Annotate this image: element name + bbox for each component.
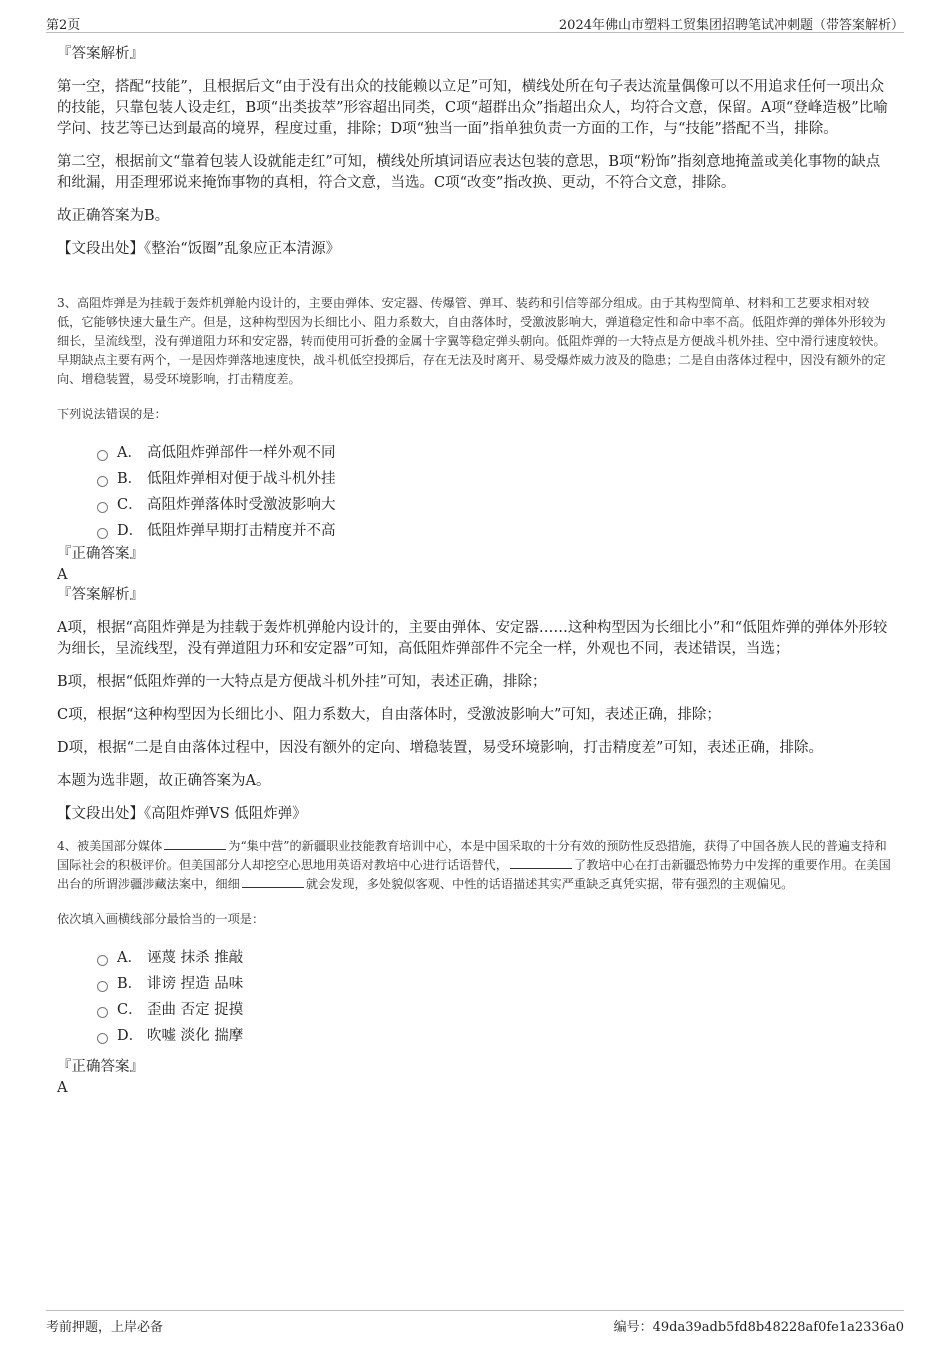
page-footer <box>46 1310 904 1333</box>
option-d[interactable] <box>97 518 893 544</box>
option-letter: C． <box>117 497 143 513</box>
analysis-conclusion: 故正确答案为B。 <box>57 208 170 224</box>
option-text: 诽谤 捏造 品味 <box>147 976 244 992</box>
passage-text: 就会发现，多处貌似客观、中性的话语描述其实严重缺乏真凭实据，带有强烈的主观偏见。 <box>305 877 794 891</box>
analysis-paragraph: 第二空，根据前文“靠着包装人设就能走红”可知，横线处所填词语应表达包装的意思，B项“粉饰”指刻意地掩盖或美化事物的缺点和纰漏，用歪理邪说来掩饰事物的真相，符合文意，当选。C项“改变”指改换、更动，不符合文意，排除。 <box>57 154 881 191</box>
analysis-paragraph: B项，根据“低阻炸弹的一大特点是方便战斗机外挂”可知，表述正确，排除； <box>57 674 547 690</box>
radio-icon[interactable] <box>97 1007 108 1018</box>
analysis-paragraph: 第一空，搭配“技能”，且根据后文“由于没有出众的技能赖以立足”可知，横线处所在句子表达流量偶像可以不用追求任何一项出众的技能，只靠包装人设走红，B项“出类拔萃”形容超出同类，C项“超群出众”指超出众人，均符合文意，保留。A项“登峰造极”比喻学问、技艺等已达到最高的境界，程度过重，排除；D项“独当一面”指单独负责一方面的工作，与“技能”搭配不当，排除。 <box>57 79 888 137</box>
analysis-paragraph: D项，根据“二是自由落体过程中，因没有额外的定向、增稳装置，易受环境影响，打击精度差”可知，表述正确，排除。 <box>57 740 823 756</box>
fill-blank <box>242 875 304 888</box>
document-title: 2024年佛山市塑料工贸集团招聘笔试冲刺题（带答案解析） <box>558 18 904 33</box>
option-text: 低阻炸弹相对便于战斗机外挂 <box>147 471 336 487</box>
correct-answer: A <box>57 1080 68 1096</box>
option-text: 低阻炸弹早期打击精度并不高 <box>147 523 336 539</box>
page-number: 第2页 <box>46 18 81 33</box>
fill-blank <box>510 856 572 869</box>
analysis-paragraph: A项，根据“高阻炸弹是为挂载于轰炸机弹舱内设计的，主要由弹体、安定器……这种构型因为长细比小”和“低阻炸弹的弹体外形较为细长，呈流线型，没有弹道阻力环和安定器”可知，高低阻炸弹部件不完全一样，外观也不同，表述错误，当选； <box>57 620 888 657</box>
option-text: 诬蔑 抹杀 推敲 <box>147 950 244 966</box>
analysis-conclusion: 本题为选非题，故正确答案为A。 <box>57 773 271 789</box>
question-passage <box>57 837 893 894</box>
analysis-paragraph: C项，根据“这种构型因为长细比小、阻力系数大，自由落体时，受激波影响大”可知，表述正确，排除； <box>57 707 721 723</box>
analysis-label: 『答案解析』 <box>57 587 144 603</box>
analysis-label: 『答案解析』 <box>57 46 144 62</box>
radio-icon[interactable] <box>97 955 108 966</box>
option-letter: A． <box>117 445 142 461</box>
option-d[interactable] <box>97 1023 893 1049</box>
option-letter: D． <box>117 523 144 539</box>
correct-answer: A <box>57 567 68 583</box>
option-letter: B． <box>117 976 143 992</box>
fill-blank <box>164 837 226 850</box>
option-text: 高低阻炸弹部件一样外观不同 <box>147 445 336 461</box>
passage-text: 了教培中心在打击新疆恐怖势力中发挥的重要作用。在美国出台的所谓涉疆涉藏法案中，细细 <box>57 858 891 891</box>
option-letter: B． <box>117 471 143 487</box>
correct-answer-label: 『正确答案』 <box>57 546 144 562</box>
footer-slogan: 考前押题，上岸必备 <box>46 1320 164 1335</box>
option-text: 吹嘘 淡化 揣摩 <box>147 1028 244 1044</box>
source-citation: 【文段出处】《整治“饭圈”乱象应正本清源》 <box>57 241 341 257</box>
page-content <box>57 44 893 1098</box>
option-letter: C． <box>117 1002 143 1018</box>
option-list <box>97 945 893 1049</box>
correct-answer-label: 『正确答案』 <box>57 1059 144 1075</box>
option-c[interactable] <box>97 997 893 1023</box>
option-letter: A． <box>117 950 142 966</box>
question-passage: 3、高阻炸弹是为挂载于轰炸机弹舱内设计的，主要由弹体、安定器、传爆管、弹耳、装药和引信等部分组成。由于其构型简单、材料和工艺要求相对较低，它能够快速大量生产。但是，这种构型因为长细比小、阻力系数大，自由落体时，受激波影响大，弹道稳定性和命中率不高。低阻炸弹的弹体外形较为细长，呈流线型，没有弹道阻力环和安定器，转而使用可折叠的金属十字翼等稳定弹头朝向。低阻炸弹的一大特点是方便战斗机外挂、空中滑行速度较快。早期缺点主要有两个，一是因炸弹落地速度快，战斗机低空投掷后，存在无法及时离开、易受爆炸威力波及的隐患；二是自由落体过程中，因没有额外的定向、增稳装置，易受环境影响，打击精度差。 <box>57 296 886 386</box>
radio-icon[interactable] <box>97 502 108 513</box>
passage-text: 为“集中营”的新疆职业技能教育培训中心，本是中国采取的十分有效的预防性反恐措施，获得了中国各族人民的普遍支持和国际社会的积极评价。但美国部分人却挖空心思地用英语对教培中心进行话语替代， <box>57 839 887 872</box>
option-text: 高阻炸弹落体时受激波影响大 <box>147 497 336 513</box>
page-header <box>46 12 904 33</box>
option-a[interactable] <box>97 945 893 971</box>
radio-icon[interactable] <box>97 1033 108 1044</box>
radio-icon[interactable] <box>97 476 108 487</box>
option-b[interactable] <box>97 466 893 492</box>
document-id: 编号：49da39adb5fd8b48228af0fe1a2336a0 <box>613 1320 904 1335</box>
option-c[interactable] <box>97 492 893 518</box>
option-a[interactable] <box>97 440 893 466</box>
question-prompt: 下列说法错误的是： <box>57 407 167 421</box>
option-letter: D． <box>117 1028 144 1044</box>
option-list <box>97 440 893 544</box>
passage-text: 4、被美国部分媒体 <box>57 839 163 853</box>
radio-icon[interactable] <box>97 450 108 461</box>
option-text: 歪曲 否定 捉摸 <box>147 1002 244 1018</box>
radio-icon[interactable] <box>97 981 108 992</box>
source-citation: 【文段出处】《高阻炸弹VS 低阻炸弹》 <box>57 806 307 822</box>
option-b[interactable] <box>97 971 893 997</box>
question-prompt: 依次填入画横线部分最恰当的一项是： <box>57 912 265 926</box>
radio-icon[interactable] <box>97 528 108 539</box>
